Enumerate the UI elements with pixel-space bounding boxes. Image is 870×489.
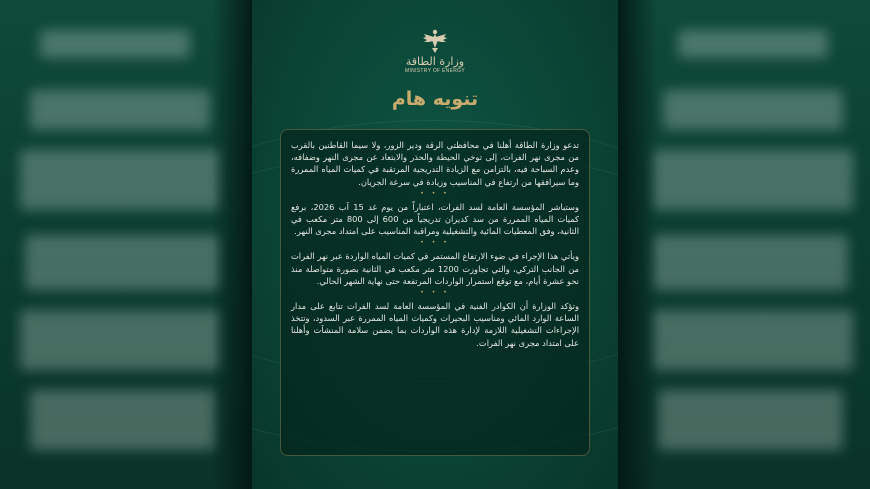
- ministry-logo: [252, 28, 618, 75]
- blurred-right-panel: [618, 0, 870, 489]
- dots-divider: • • •: [420, 289, 450, 297]
- ministry-name-arabic: وزارة الطاقة: [405, 55, 465, 68]
- announcement-poster: [252, 0, 618, 489]
- dots-divider: • • •: [420, 239, 450, 247]
- page-title: تنويه هام: [391, 88, 479, 110]
- paragraph-1: تدعو وزارة الطاقة أهلنا في محافظتي الرقة ودير الزور، ولا سيما القاطنين بالقرب من مجرى نهر الفرات، إلى توخي الحيطة والحذر والابتعاد عن مجرى النهر وضفافه، وعدم السباحة فيه، بالتزامن مع الزيادة التدريجية المرتقبة في كميات المياه الممررة وما سيرافقها من ارتفاع في المناسيب وزيادة في سرعة الجريان.: [291, 140, 579, 187]
- eagle-emblem-icon: [422, 28, 448, 54]
- paragraph-2: وستباشر المؤسسة العامة لسد الفرات، اعتباراً من يوم غد 15 آب 2026، برفع كميات المياه الممررة من سد كديران تدريجياً من 600 إلى 800 متر مكعب في الثانية، وفق المعطيات المائية والتشغيلية ومراقبة المناسيب على امتداد مجرى النهر.: [291, 201, 579, 237]
- dots-divider: • • •: [420, 189, 450, 197]
- paragraph-3: ويأتي هذا الإجراء في ضوء الارتفاع المستمر في كميات المياه الواردة عبر نهر الفرات من الجانب التركي، والتي تجاوزت 1200 متر مكعب في الثانية بصورة متواصلة منذ نحو عشرة أيام، مع توقع استمرار الواردات المرتفعة حتى نهاية الشهر الحالي.: [291, 251, 579, 286]
- blurred-left-panel: [0, 0, 252, 489]
- notice-card: [280, 129, 590, 456]
- ministry-name-english: MINISTRY OF ENERGY: [405, 68, 465, 74]
- paragraph-4: وتؤكد الوزارة أن الكوادر الفنية في المؤسسة العامة لسد الفرات تتابع على مدار الساعة الوارد المائي ومناسيب البحيرات وكميات المياه الممررة عبر السدود، وتتخذ الإجراءات التشغيلية اللازمة لإدارة هذه الواردات بما يضمن سلامة المنشآت وأهلنا على امتداد مجرى نهر الفرات.: [291, 301, 579, 348]
